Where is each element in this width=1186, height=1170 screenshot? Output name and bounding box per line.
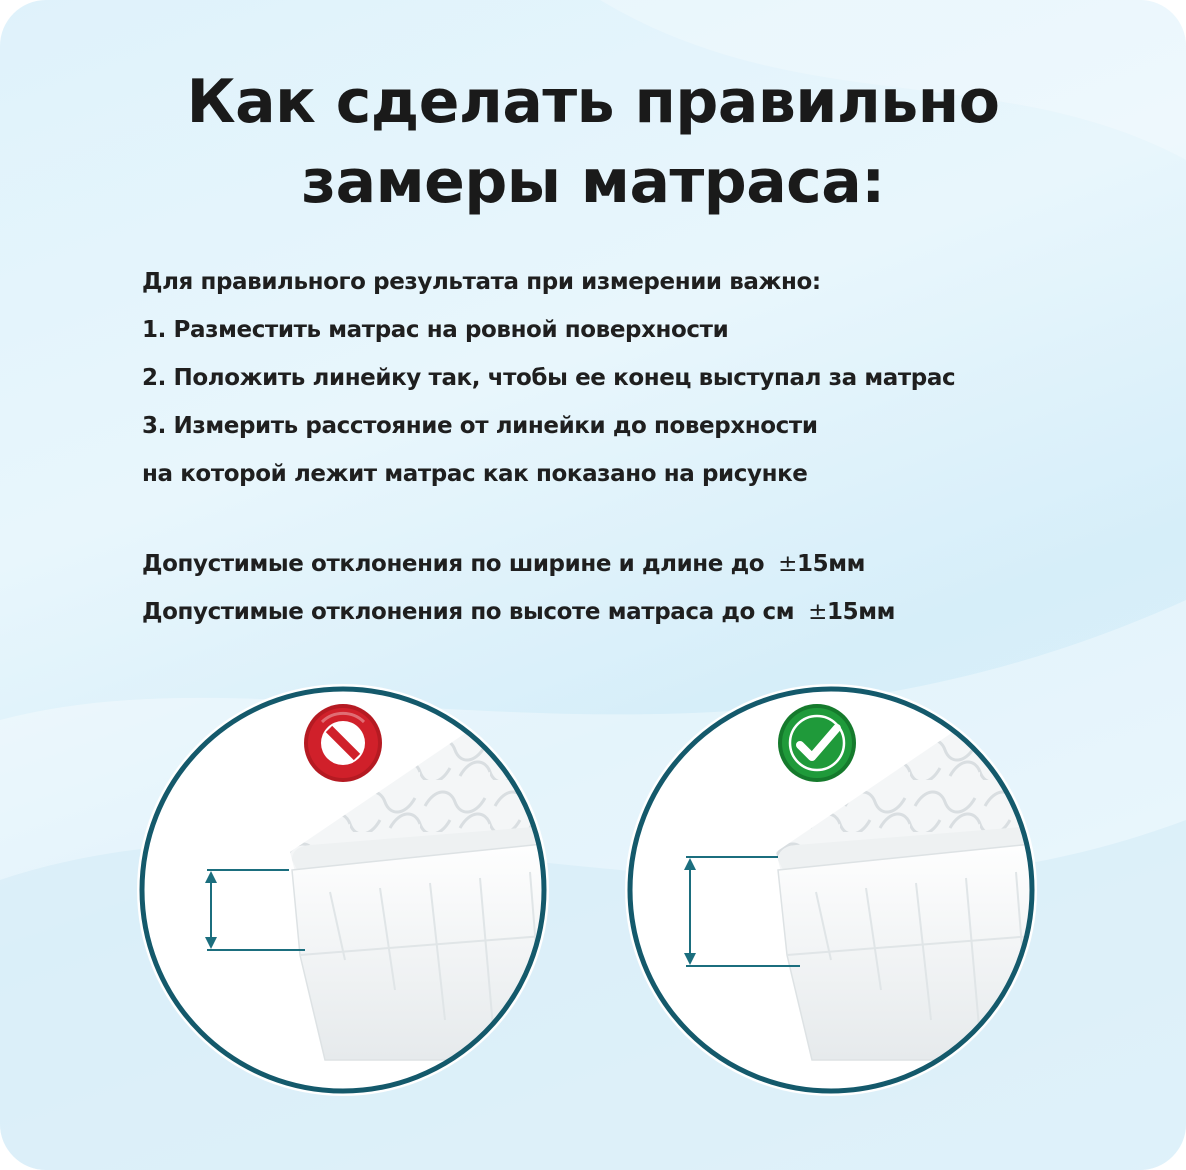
tolerance-width-length-value: 15мм xyxy=(797,551,866,577)
tolerance-height-sign: ± xyxy=(808,599,828,625)
instructions xyxy=(142,258,1142,498)
instructions-step-3-continued: на которой лежит матрас как показано на рисунке xyxy=(142,461,808,487)
instructions-step-1: 1. Разместить матрас на ровной поверхности xyxy=(142,317,729,343)
instructions-step-3: 3. Измерить расстояние от линейки до поверхности xyxy=(142,413,818,439)
tolerance-height-value-wrap xyxy=(808,599,895,625)
title-line-1: Как сделать правильно xyxy=(186,67,1000,137)
page-title xyxy=(0,62,1186,222)
tolerance-height xyxy=(142,588,1142,636)
tolerance-width-length-sign: ± xyxy=(778,551,798,577)
tolerances xyxy=(142,540,1142,636)
prohibited-icon xyxy=(304,704,382,782)
measurement-diagram xyxy=(0,660,1186,1170)
tolerance-height-value: 15мм xyxy=(827,599,896,625)
tolerance-width-length-value-wrap xyxy=(778,551,865,577)
tolerance-width-length xyxy=(142,540,1142,588)
title-line-2: замеры матраса: xyxy=(301,147,885,217)
instructions-step-2: 2. Положить линейку так, чтобы ее конец выступал за матрас xyxy=(142,365,956,391)
correct-example xyxy=(625,684,1110,1096)
tolerance-height-label: Допустимые отклонения по высоте матраса до см xyxy=(142,599,795,625)
checkmark-icon xyxy=(778,704,856,782)
tolerance-width-length-label: Допустимые отклонения по ширине и длине до xyxy=(142,551,765,577)
instructions-intro: Для правильного результата при измерении важно: xyxy=(142,269,821,295)
wrong-example xyxy=(137,684,620,1096)
